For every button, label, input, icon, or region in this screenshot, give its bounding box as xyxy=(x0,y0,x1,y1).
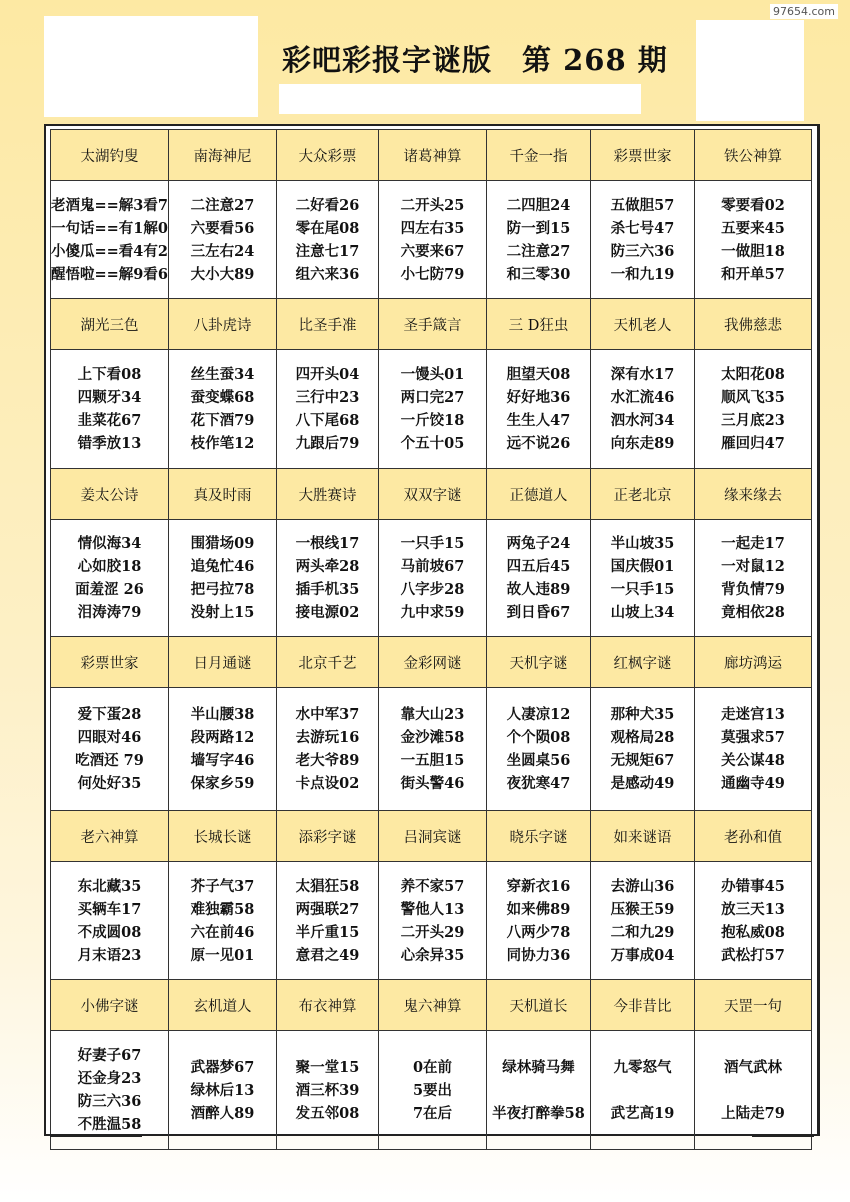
prediction-line: 二好看26 xyxy=(295,196,360,214)
prediction-line: 一和九19 xyxy=(610,265,675,283)
column-header: 湖光三色 xyxy=(51,299,169,350)
prediction-line: 六要来67 xyxy=(400,242,465,260)
prediction-line: 关公谋48 xyxy=(721,752,785,769)
prediction-line: 靠大山23 xyxy=(400,706,465,723)
column-header: 彩票世家 xyxy=(51,637,169,688)
prediction-line: 丝生蚕34 xyxy=(190,366,255,383)
prediction-line: 夜犹寒47 xyxy=(506,775,571,792)
prediction-cell xyxy=(695,520,812,637)
prediction-line: 武器梦67 xyxy=(190,1058,255,1076)
prediction-cell xyxy=(487,1031,591,1150)
prediction-cell xyxy=(695,862,812,980)
prediction-line: 竟相依28 xyxy=(721,604,785,621)
prediction-line: 压猴王59 xyxy=(610,900,675,918)
prediction-line: 同协力36 xyxy=(506,946,571,964)
prediction-cell xyxy=(169,520,277,637)
prediction-line: 零要看02 xyxy=(721,196,785,214)
prediction-cell xyxy=(695,181,812,299)
prediction-line: 三左右24 xyxy=(190,242,255,260)
column-header: 小佛字谜 xyxy=(51,980,169,1031)
prediction-line: 八下尾68 xyxy=(295,412,360,429)
column-header: 老孙和值 xyxy=(695,811,812,862)
prediction-line: 万事成04 xyxy=(610,946,675,964)
header-row xyxy=(51,637,812,688)
prediction-line: 不胜温58 xyxy=(77,1116,142,1133)
prediction-cell xyxy=(169,1031,277,1150)
prediction-cell xyxy=(591,688,695,811)
prediction-cell xyxy=(277,350,379,469)
prediction-line: 去游山36 xyxy=(610,877,675,895)
column-header: 日月通谜 xyxy=(169,637,277,688)
blank-panel-left xyxy=(44,16,258,117)
prediction-line: 买辆车17 xyxy=(77,900,142,918)
prediction-line: 放三天13 xyxy=(721,900,785,918)
prediction-line: 人凄凉12 xyxy=(506,706,571,723)
prediction-cell xyxy=(487,350,591,469)
prediction-cell xyxy=(379,350,487,469)
prediction-cell xyxy=(51,862,169,980)
prediction-cell xyxy=(379,181,487,299)
column-header: 如来谜语 xyxy=(591,811,695,862)
column-header: 北京千艺 xyxy=(277,637,379,688)
prediction-line: 穿新衣16 xyxy=(506,877,571,895)
prediction-line: 醒悟啦==解9看6 xyxy=(51,265,168,283)
prediction-line: 马前坡67 xyxy=(400,558,465,575)
riddle-table xyxy=(50,129,812,1150)
prediction-line: 杀七号47 xyxy=(610,219,675,237)
prediction-line: 防三六36 xyxy=(77,1093,142,1110)
prediction-line: 街头警46 xyxy=(400,775,465,792)
prediction-line: 和开单57 xyxy=(721,265,785,283)
column-header: 天机道长 xyxy=(487,980,591,1031)
prediction-line: 两强联27 xyxy=(295,900,360,918)
prediction-line: 如来佛89 xyxy=(506,900,571,918)
prediction-line: 半夜打醉拳58 xyxy=(492,1104,585,1122)
prediction-line: 泪涛涛79 xyxy=(77,604,142,621)
page-title: 彩吧彩报字谜版 第 268 期 xyxy=(282,43,668,77)
prediction-cell xyxy=(379,520,487,637)
prediction-line: 去游玩16 xyxy=(295,729,360,746)
prediction-cell xyxy=(487,688,591,811)
prediction-line: 太阳花08 xyxy=(721,366,785,383)
prediction-line xyxy=(591,1079,694,1102)
prediction-line: 防三六36 xyxy=(610,242,675,260)
prediction-cell xyxy=(379,862,487,980)
prediction-cell xyxy=(277,181,379,299)
prediction-cell xyxy=(487,520,591,637)
prediction-line: 武松打57 xyxy=(721,946,785,964)
prediction-line: 山坡上34 xyxy=(610,604,675,621)
prediction-cell xyxy=(591,181,695,299)
prediction-cell xyxy=(169,350,277,469)
prediction-line: 二和九29 xyxy=(610,923,675,941)
prediction-cell xyxy=(51,1031,169,1150)
header-row xyxy=(51,299,812,350)
prediction-line: 二注意27 xyxy=(506,242,571,260)
prediction-cell xyxy=(591,1031,695,1150)
prediction-line: 个个陨08 xyxy=(506,729,571,746)
prediction-line: 还金身23 xyxy=(77,1070,142,1087)
prediction-line: 六在前46 xyxy=(190,923,255,941)
column-header: 正德道人 xyxy=(487,469,591,520)
column-header: 长城长谜 xyxy=(169,811,277,862)
prediction-line: 二开头25 xyxy=(400,196,465,214)
prediction-line: 一做胆18 xyxy=(721,242,785,260)
prediction-line: 酒气武林 xyxy=(724,1058,782,1076)
column-header: 真及时雨 xyxy=(169,469,277,520)
prediction-line: 四五后45 xyxy=(506,558,571,575)
prediction-line: 一只手15 xyxy=(610,581,675,598)
prediction-line: 爱下蛋28 xyxy=(77,706,142,723)
prediction-line: 向东走89 xyxy=(610,435,675,452)
prediction-line: 难独霸58 xyxy=(190,900,255,918)
prediction-line: 面羞涩 26 xyxy=(75,581,144,598)
column-header: 八卦虎诗 xyxy=(169,299,277,350)
prediction-line: 一五胆15 xyxy=(400,752,465,769)
column-header: 正老北京 xyxy=(591,469,695,520)
prediction-row xyxy=(51,520,812,637)
prediction-line: 一只手15 xyxy=(400,535,465,552)
column-header: 缘来缘去 xyxy=(695,469,812,520)
prediction-line: 0在前 xyxy=(412,1058,453,1076)
prediction-line: 生生人47 xyxy=(506,412,571,429)
column-header: 双双字谜 xyxy=(379,469,487,520)
prediction-row xyxy=(51,1031,812,1150)
column-header: 大胜赛诗 xyxy=(277,469,379,520)
prediction-line: 观格局28 xyxy=(610,729,675,746)
prediction-line: 九中求59 xyxy=(400,604,465,621)
prediction-cell xyxy=(379,1031,487,1150)
prediction-line: 枝作笔12 xyxy=(190,435,255,452)
prediction-line: 八字步28 xyxy=(400,581,465,598)
column-header: 天罡一句 xyxy=(695,980,812,1031)
prediction-line: 半斤重15 xyxy=(295,923,360,941)
riddle-table-frame xyxy=(44,124,820,1136)
prediction-line: 办错事45 xyxy=(721,877,785,895)
prediction-line: 四颗牙34 xyxy=(77,389,142,406)
prediction-line: 故人违89 xyxy=(506,581,571,598)
prediction-line: 养不家57 xyxy=(400,877,465,895)
prediction-line: 接电源02 xyxy=(295,604,360,621)
prediction-line: 情似海34 xyxy=(77,535,142,552)
prediction-line: 老酒鬼==解3看7 xyxy=(51,196,168,214)
prediction-line: 是感动49 xyxy=(610,775,675,792)
prediction-line: 半山腰38 xyxy=(190,706,255,723)
prediction-line: 大小大89 xyxy=(190,265,255,283)
column-header: 金彩网谜 xyxy=(379,637,487,688)
prediction-line: 到日昏67 xyxy=(506,604,571,621)
header-row xyxy=(51,130,812,181)
prediction-line: 5要出 xyxy=(412,1081,453,1099)
prediction-line: 上下看08 xyxy=(77,366,142,383)
prediction-line: 无规矩67 xyxy=(610,752,675,769)
header-row xyxy=(51,980,812,1031)
header-row xyxy=(51,811,812,862)
prediction-line: 组六来36 xyxy=(295,265,360,283)
prediction-line: 防一到15 xyxy=(506,219,571,237)
prediction-row xyxy=(51,181,812,299)
prediction-line: 半山坡35 xyxy=(610,535,675,552)
prediction-line: 走迷宫13 xyxy=(721,706,785,723)
prediction-line: 深有水17 xyxy=(610,366,675,383)
column-header: 红枫字谜 xyxy=(591,637,695,688)
prediction-line: 雁回归47 xyxy=(721,435,785,452)
prediction-cell xyxy=(277,520,379,637)
prediction-row xyxy=(51,350,812,469)
prediction-line: 段两路12 xyxy=(190,729,255,746)
prediction-line: 绿林骑马舞 xyxy=(502,1058,575,1076)
prediction-line: 心如胶18 xyxy=(77,558,142,575)
prediction-line: 背负情79 xyxy=(721,581,785,598)
column-header: 老六神算 xyxy=(51,811,169,862)
prediction-cell xyxy=(591,520,695,637)
prediction-line: 好妻子67 xyxy=(77,1047,142,1064)
column-header: 晓乐字谜 xyxy=(487,811,591,862)
prediction-line: 两兔子24 xyxy=(506,535,571,552)
prediction-line: 一斤饺18 xyxy=(400,412,465,429)
prediction-line: 把弓拉78 xyxy=(190,581,255,598)
prediction-cell xyxy=(169,862,277,980)
blank-panel-right xyxy=(696,20,804,121)
column-header: 太湖钓叟 xyxy=(51,130,169,181)
site-watermark: 97654.com xyxy=(770,4,838,19)
column-header: 吕洞宾谜 xyxy=(379,811,487,862)
column-header: 鬼六神算 xyxy=(379,980,487,1031)
prediction-line: 原一见01 xyxy=(190,946,255,964)
prediction-cell xyxy=(169,688,277,811)
prediction-cell xyxy=(591,862,695,980)
prediction-cell xyxy=(487,181,591,299)
prediction-line: 花下酒79 xyxy=(190,412,255,429)
prediction-line: 三行中23 xyxy=(295,389,360,406)
prediction-cell xyxy=(695,688,812,811)
prediction-cell xyxy=(695,350,812,469)
prediction-line: 追兔忙46 xyxy=(190,558,255,575)
column-header: 我佛慈悲 xyxy=(695,299,812,350)
prediction-line: 一起走17 xyxy=(721,535,785,552)
prediction-row xyxy=(51,862,812,980)
column-header: 圣手箴言 xyxy=(379,299,487,350)
column-header: 姜太公诗 xyxy=(51,469,169,520)
prediction-line: 发五邻08 xyxy=(295,1104,360,1122)
prediction-line: 五做胆57 xyxy=(610,196,675,214)
prediction-cell xyxy=(379,688,487,811)
prediction-line: 和三零30 xyxy=(506,265,571,283)
prediction-line: 没射上15 xyxy=(190,604,255,621)
prediction-line: 围猎场09 xyxy=(190,535,255,552)
prediction-line: 聚一堂15 xyxy=(295,1058,360,1076)
prediction-line: 九零怒气 xyxy=(613,1058,672,1076)
column-header: 诸葛神算 xyxy=(379,130,487,181)
prediction-line: 酒三杯39 xyxy=(295,1081,360,1099)
prediction-line: 注意七17 xyxy=(295,242,360,260)
prediction-line xyxy=(695,1079,811,1102)
prediction-line: 莫强求57 xyxy=(721,729,785,746)
prediction-line: 八两少78 xyxy=(506,923,571,941)
prediction-line: 九跟后79 xyxy=(295,435,360,452)
prediction-line: 墙写字46 xyxy=(190,752,255,769)
prediction-line: 好好地36 xyxy=(506,389,571,406)
prediction-line: 四眼对46 xyxy=(77,729,142,746)
prediction-line: 国庆假01 xyxy=(610,558,675,575)
column-header: 廊坊鸿运 xyxy=(695,637,812,688)
prediction-line: 那种犬35 xyxy=(610,706,675,723)
prediction-line: 卡点设02 xyxy=(295,775,360,792)
column-header: 添彩字谜 xyxy=(277,811,379,862)
prediction-cell xyxy=(51,520,169,637)
prediction-line: 月末语23 xyxy=(77,946,142,964)
prediction-line: 金沙滩58 xyxy=(400,729,465,746)
prediction-line: 四左右35 xyxy=(400,219,465,237)
prediction-cell xyxy=(591,350,695,469)
prediction-line: 顺风飞35 xyxy=(721,389,785,406)
prediction-line: 两头牵28 xyxy=(295,558,360,575)
prediction-line: 保家乡59 xyxy=(190,775,255,792)
prediction-row xyxy=(51,688,812,811)
prediction-line: 武艺高19 xyxy=(610,1104,675,1122)
prediction-line xyxy=(487,1079,590,1102)
prediction-cell xyxy=(51,688,169,811)
prediction-line: 一馒头01 xyxy=(400,366,465,383)
column-header: 铁公神算 xyxy=(695,130,812,181)
prediction-line: 警他人13 xyxy=(400,900,465,918)
column-header: 三 D狂虫 xyxy=(487,299,591,350)
prediction-line: 芥子气37 xyxy=(190,877,255,895)
prediction-line: 蚕变蝶68 xyxy=(190,389,255,406)
prediction-line: 小七防79 xyxy=(400,265,465,283)
column-header: 天机字谜 xyxy=(487,637,591,688)
column-header: 千金一指 xyxy=(487,130,591,181)
prediction-line: 老大爷89 xyxy=(295,752,360,769)
prediction-line: 东北藏35 xyxy=(77,877,142,895)
prediction-cell xyxy=(51,350,169,469)
prediction-cell xyxy=(277,1031,379,1150)
footer-rule-left xyxy=(50,1134,142,1137)
prediction-line: 一对鼠12 xyxy=(721,558,785,575)
column-header: 玄机道人 xyxy=(169,980,277,1031)
prediction-line: 胆望天08 xyxy=(506,366,571,383)
prediction-line: 通幽寺49 xyxy=(721,775,785,792)
prediction-cell xyxy=(487,862,591,980)
prediction-line: 意君之49 xyxy=(295,946,360,964)
column-header: 天机老人 xyxy=(591,299,695,350)
column-header: 布衣神算 xyxy=(277,980,379,1031)
prediction-line: 二注意27 xyxy=(190,196,255,214)
prediction-line: 坐圆桌56 xyxy=(506,752,571,769)
prediction-line: 水汇流46 xyxy=(610,389,675,406)
column-header: 彩票世家 xyxy=(591,130,695,181)
prediction-line: 二开头29 xyxy=(400,923,465,941)
header-row xyxy=(51,469,812,520)
prediction-line: 不成圆08 xyxy=(77,923,142,941)
prediction-line: 吃酒还 79 xyxy=(75,752,144,769)
prediction-line: 抱私威08 xyxy=(721,923,785,941)
prediction-line: 酒醉人89 xyxy=(190,1104,255,1122)
prediction-line: 心余异35 xyxy=(400,946,465,964)
column-header: 今非昔比 xyxy=(591,980,695,1031)
prediction-cell xyxy=(277,862,379,980)
prediction-cell xyxy=(695,1031,812,1150)
prediction-line: 太猖狂58 xyxy=(295,877,360,895)
prediction-line: 六要看56 xyxy=(190,219,255,237)
prediction-line: 两口完27 xyxy=(400,389,465,406)
prediction-line: 五要来45 xyxy=(721,219,785,237)
prediction-line: 插手机35 xyxy=(295,581,360,598)
prediction-line: 一句话==有1解0 xyxy=(51,219,168,237)
prediction-line: 小傻瓜==看4有2 xyxy=(51,242,168,260)
prediction-line: 绿林后13 xyxy=(190,1081,255,1099)
prediction-line: 上陆走79 xyxy=(721,1104,785,1122)
prediction-line: 二四胆24 xyxy=(506,196,571,214)
column-header: 南海神尼 xyxy=(169,130,277,181)
prediction-line: 7在后 xyxy=(412,1104,453,1122)
prediction-line: 个五十05 xyxy=(400,435,465,452)
column-header: 大众彩票 xyxy=(277,130,379,181)
prediction-cell xyxy=(277,688,379,811)
prediction-line: 零在尾08 xyxy=(295,219,360,237)
prediction-line: 何处好35 xyxy=(77,775,142,792)
prediction-line: 水中军37 xyxy=(295,706,360,723)
blank-panel-center xyxy=(279,84,641,114)
footer-rule-right xyxy=(752,1134,814,1137)
prediction-line: 四开头04 xyxy=(295,366,360,383)
prediction-line: 三月底23 xyxy=(721,412,785,429)
prediction-line: 错季放13 xyxy=(77,435,142,452)
prediction-line: 泗水河34 xyxy=(610,412,675,429)
column-header: 比圣手准 xyxy=(277,299,379,350)
prediction-line: 韭菜花67 xyxy=(77,412,142,429)
prediction-cell xyxy=(51,181,169,299)
prediction-line: 远不说26 xyxy=(506,435,571,452)
prediction-line: 一根线17 xyxy=(295,535,360,552)
prediction-cell xyxy=(169,181,277,299)
